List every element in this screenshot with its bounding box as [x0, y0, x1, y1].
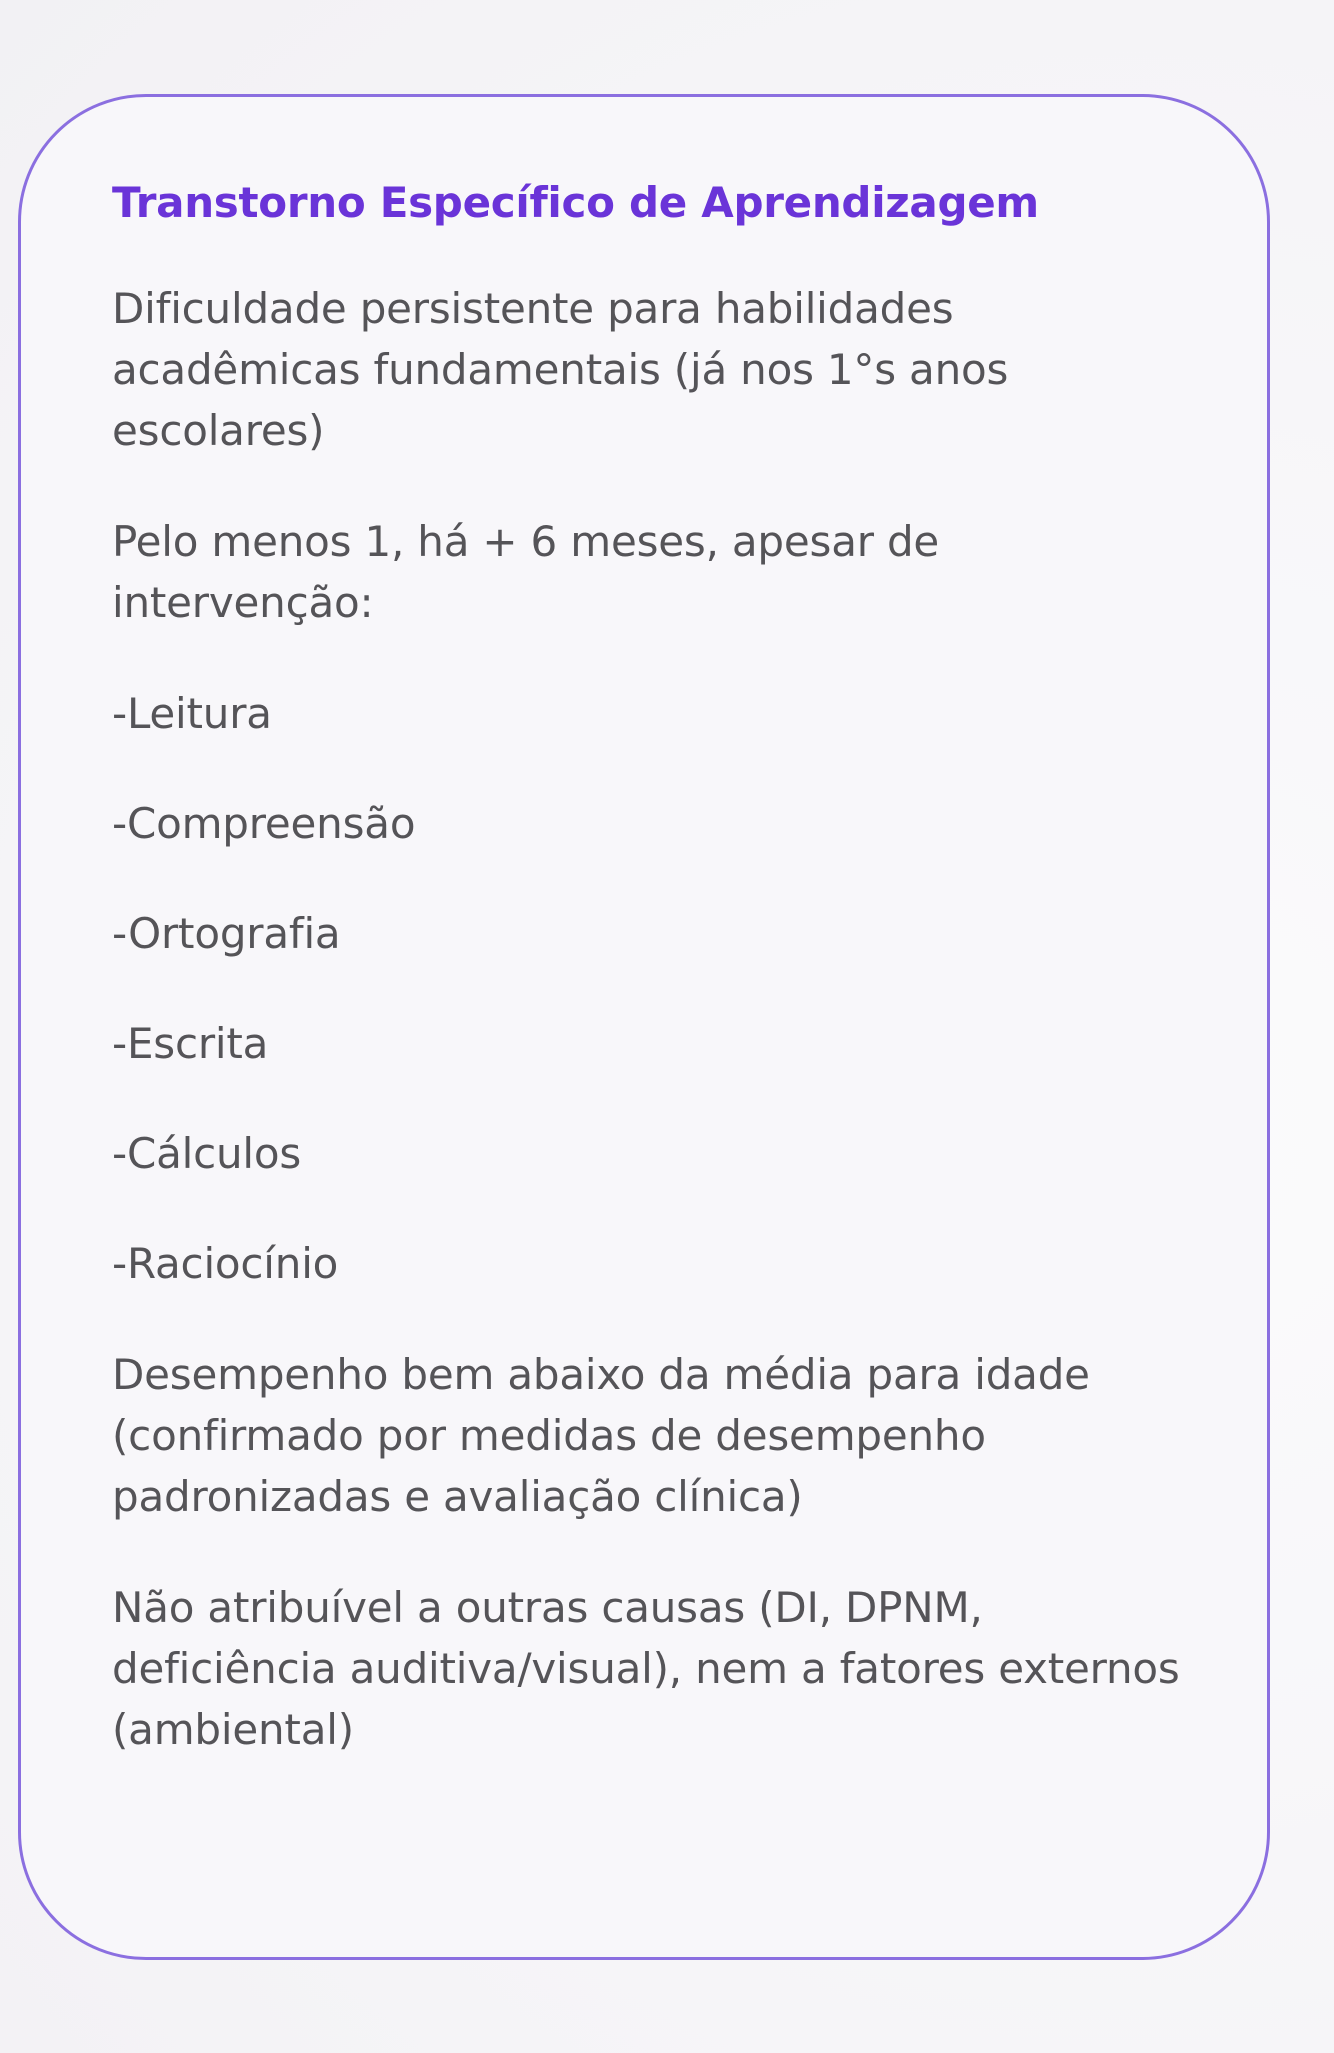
list-item-compreensao: -Compreensão	[112, 799, 416, 848]
card-content	[112, 172, 1192, 1760]
list-item-ortografia: -Ortografia	[112, 909, 341, 958]
list-item-calculos: -Cálculos	[112, 1129, 302, 1178]
criteria-intro-text: Pelo menos 1, há + 6 meses, apesar de intervenção:	[112, 517, 940, 627]
definition-text: Dificuldade persistente para habilidades acadêmicas fundamentais (já nos 1°s anos escolares)	[112, 284, 1009, 455]
list-item-escrita: -Escrita	[112, 1019, 269, 1068]
list-item-leitura: -Leitura	[112, 689, 272, 738]
performance-text: Desempenho bem abaixo da média para idade (confirmado por medidas de desempenho padronizadas e avaliação clínica)	[112, 1350, 1090, 1521]
exclusion-text: Não atribuível a outras causas (DI, DPNM, deficiência auditiva/visual), nem a fatores externos (ambiental)	[112, 1583, 1180, 1754]
list-item-raciocinio: -Raciocínio	[112, 1239, 339, 1288]
card-title: Transtorno Específico de Aprendizagem	[112, 178, 1039, 227]
